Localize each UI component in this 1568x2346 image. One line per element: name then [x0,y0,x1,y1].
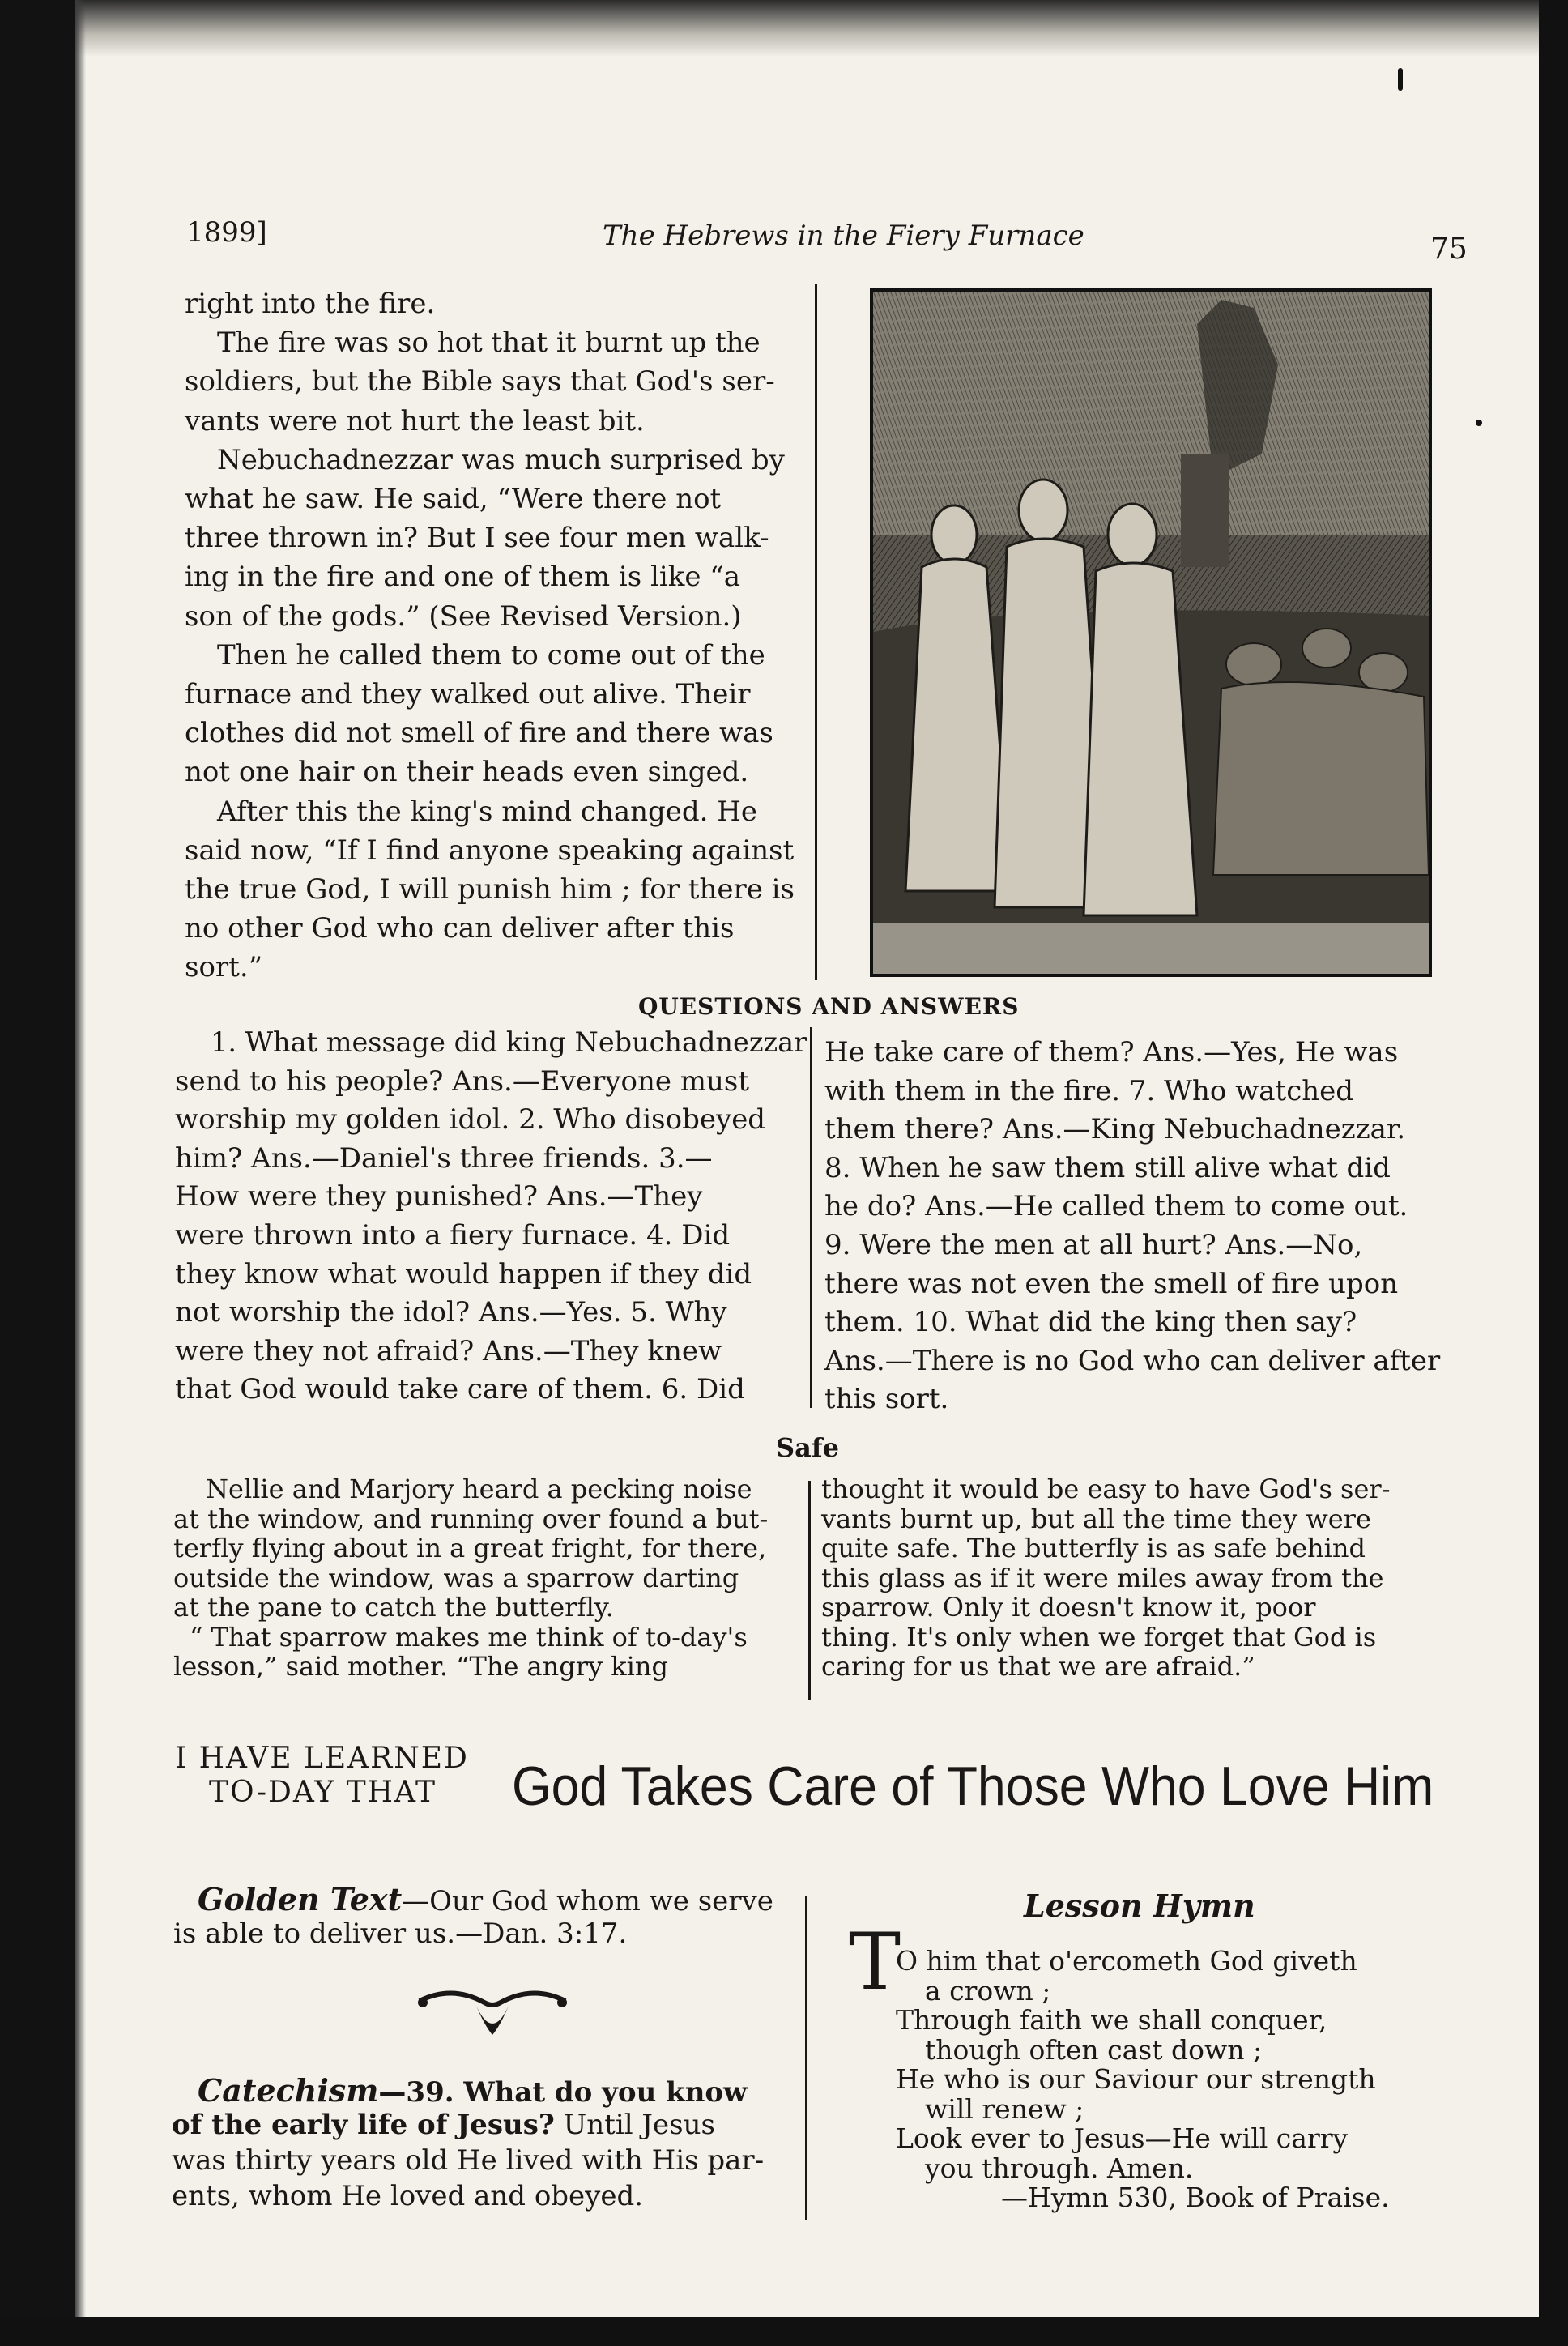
catechism-question-end: of the early life of Jesus? [172,2109,555,2141]
golden-text-line2: is able to deliver us.—Dan. 3:17. [173,1917,628,1950]
qa-right-line: 9. Were the men at all hurt? Ans.—No, [824,1229,1363,1261]
bottom-column-rule [805,1896,807,2220]
story-line: sort.” [185,951,263,984]
story-line: right into the fire. [185,288,436,320]
qa-left-line: 1. What message did king Nebuchadnezzar [211,1026,807,1059]
hymn-line: you through. Amen. [925,2152,1194,2184]
header-year: 1899] [186,216,267,249]
qa-right-line: Ans.—There is no God who can deliver after [824,1344,1441,1377]
safe-heading: Safe [776,1432,839,1463]
qa-right-line: them there? Ans.—King Nebuchadnezzar. [824,1113,1406,1146]
story-line: son of the gods.” (See Revised Version.) [185,599,742,633]
golden-text-line1 [198,1881,773,1917]
safe-right-line: sparrow. Only it doesn't know it, poor [821,1592,1316,1623]
hymn-line: Through faith we shall conquer, [896,2004,1327,2036]
safe-right-line: caring for us that we are afraid.” [821,1651,1255,1682]
story-line: The fire was so hot that it burnt up the [217,326,761,360]
illustration-engraving [870,288,1432,977]
engraving-art [873,292,1429,974]
story-line: said now, “If I find anyone speaking against [185,834,795,867]
story-line: the true God, I will punish him ; for there is [185,873,795,906]
qa-left-line: were they not afraid? Ans.—They knew [175,1334,722,1367]
story-line: three thrown in? But I see four men walk- [185,522,769,555]
story-line: not one hair on their heads even singed. [185,756,749,789]
safe-left-line: outside the window, was a sparrow darting [173,1562,739,1593]
page-number: 75 [1430,232,1468,266]
ornament-icon [411,1985,573,2046]
left-scan-edge [0,0,75,2346]
golden-text-label: Golden Text [198,1881,403,1917]
hymn-line: He who is our Saviour our strength [896,2063,1376,2095]
story-line: clothes did not smell of fire and there was [185,717,773,750]
safe-right-line: thing. It's only when we forget that God is [821,1621,1377,1653]
qa-left-line: they know what would happen if they did [175,1257,752,1290]
qa-left-line: him? Ans.—Daniel's three friends. 3.— [175,1141,713,1175]
scan-speck [1476,420,1482,426]
hymn-line: a crown ; [925,1974,1051,2007]
qa-column-rule [810,1027,812,1408]
qa-left-line: worship my golden idol. 2. Who disobeyed [175,1103,766,1137]
story-line: soldiers, but the Bible says that God's ser- [185,365,775,399]
learned-line1: I HAVE LEARNED [175,1742,469,1775]
learned-line2: TO-DAY THAT [209,1776,437,1809]
qa-right-line: with them in the fire. 7. Who watched [824,1074,1354,1107]
hymn-line: —Hymn 530, Book of Praise. [1001,2182,1390,2213]
qa-right-line: there was not even the smell of fire upon [824,1267,1399,1300]
catechism-question-start: —39. What do you know [378,2076,748,2109]
story-line: furnace and they walked out alive. Their [185,678,751,710]
safe-left-line: terfly flying about in a great fright, for there, [173,1533,767,1563]
safe-right-line: thought it would be easy to have God's ser- [821,1474,1391,1504]
safe-left-line: “ That sparrow makes me think of to-day's [190,1621,748,1653]
story-line: Nebuchadnezzar was much surprised by [217,443,785,476]
story-line: no other God who can deliver after this [185,912,735,945]
running-title: The Hebrews in the Fiery Furnace [603,220,1084,252]
safe-column-rule [808,1481,811,1700]
qa-right-line: this sort. [824,1383,949,1416]
hymn-line: will renew ; [925,2092,1084,2125]
catechism-line2 [172,2111,715,2139]
qa-left-line: were thrown into a fiery furnace. 4. Did [175,1219,731,1252]
story-line: After this the king's mind changed. He [217,795,758,828]
safe-left-line: at the pane to catch the butterfly. [173,1592,614,1623]
hymn-dropcap: T [849,1917,901,2007]
qa-left-line: How were they punished? Ans.—They [175,1180,703,1214]
qa-heading: QUESTIONS AND ANSWERS [638,993,1020,1020]
safe-right-line: quite safe. The butterfly is as safe behind [821,1533,1366,1563]
story-line: Then he called them to come out of the [217,638,765,672]
safe-right-line: this glass as if it were miles away from the [821,1562,1384,1593]
qa-right-line: 8. When he saw them still alive what did [824,1151,1391,1184]
qa-left-line: not worship the idol? Ans.—Yes. 5. Why [175,1296,727,1329]
bottom-scan-edge [0,2317,1568,2346]
hymn-line: though often cast down ; [925,2033,1263,2066]
safe-left-line: lesson,” said mother. “The angry king [173,1651,668,1682]
catechism-label: Catechism [198,2072,379,2109]
story-line: what he saw. He said, “Were there not [185,483,722,515]
catechism-line1 [198,2072,748,2109]
top-scan-edge [0,0,1568,57]
catechism-line4: ents, whom He loved and obeyed. [172,2180,644,2212]
right-scan-edge [1539,0,1568,2346]
safe-left-line: at the window, and running over found a but- [173,1503,769,1534]
safe-left-line: Nellie and Marjory heard a pecking noise [206,1474,752,1504]
hymn-heading: Lesson Hymn [1024,1887,1255,1924]
qa-right-line: He take care of them? Ans.—Yes, He was [824,1036,1399,1068]
column-rule [815,284,817,980]
qa-left-line: that God would take care of them. 6. Did [175,1373,745,1406]
hymn-line: O him that o'ercometh God giveth [896,1945,1357,1977]
safe-right-line: vants burnt up, but all the time they were [821,1503,1371,1534]
scan-speck [1398,68,1403,91]
catechism-line3: was thirty years old He lived with His par- [172,2144,765,2177]
lesson-title: God Takes Care of Those Who Love Him [512,1755,1434,1817]
golden-text-rest: —Our God whom we serve [402,1885,773,1917]
qa-right-line: he do? Ans.—He called them to come out. [824,1190,1408,1223]
story-line: ing in the fire and one of them is like “a [185,561,740,594]
qa-left-line: send to his people? Ans.—Everyone must [175,1064,750,1098]
qa-right-line: them. 10. What did the king then say? [824,1306,1357,1339]
catechism-answer-start: Until Jesus [554,2109,715,2141]
story-line: vants were not hurt the least bit. [185,404,645,437]
hymn-line: Look ever to Jesus—He will carry [896,2122,1349,2154]
